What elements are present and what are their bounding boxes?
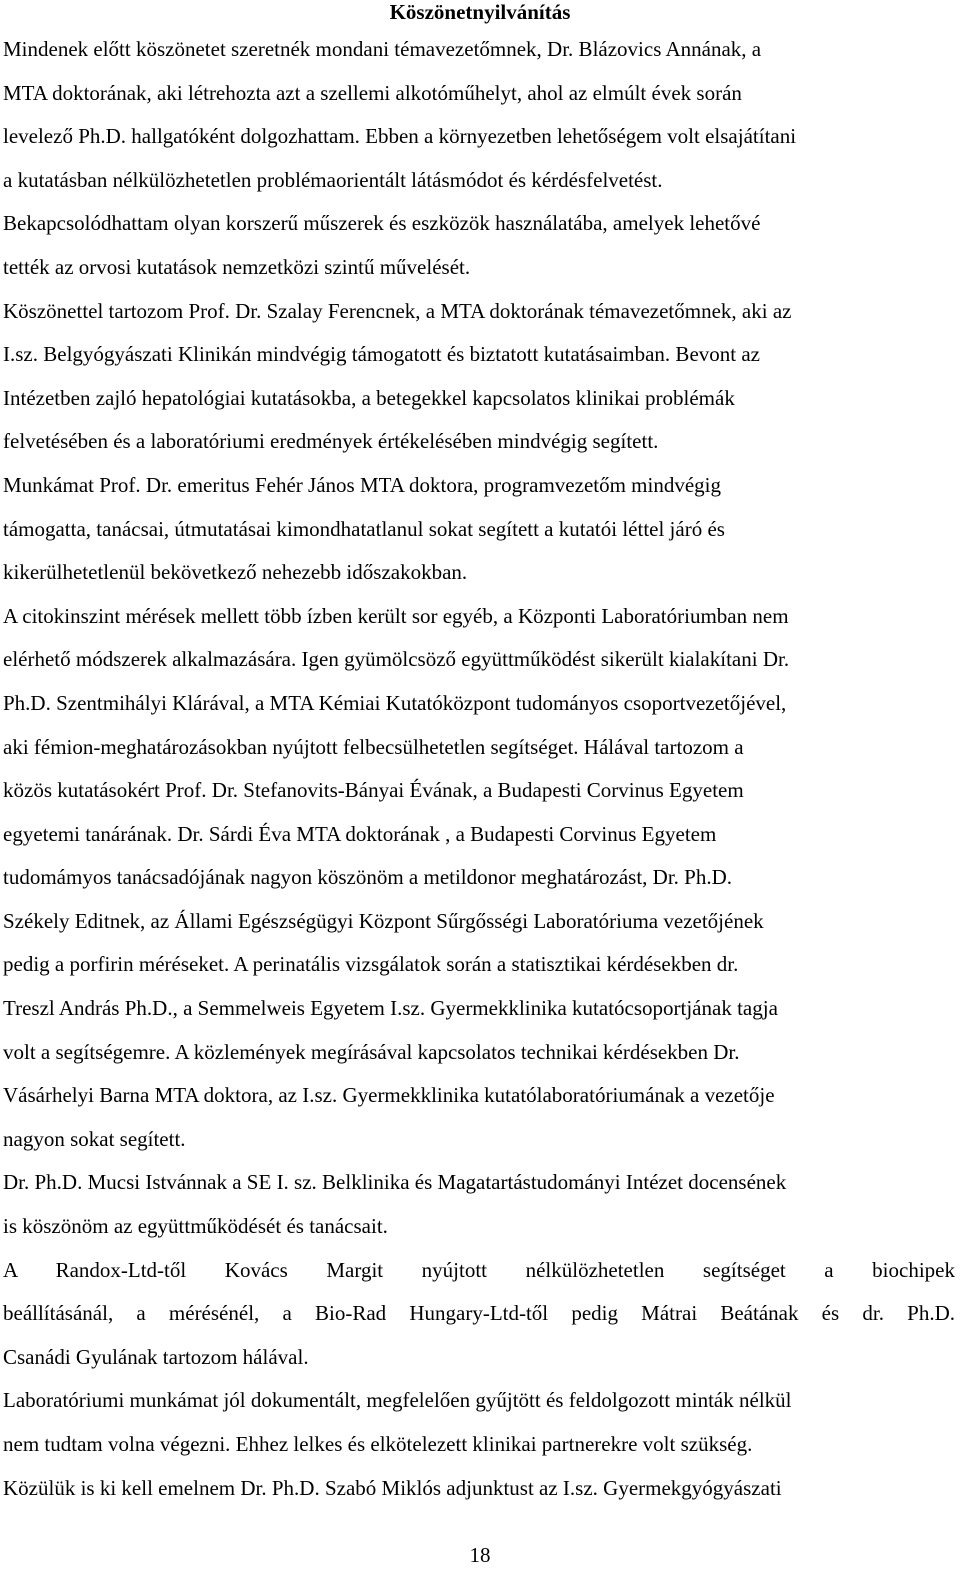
body-text xyxy=(3,28,955,1510)
text-line: Munkámat Prof. Dr. emeritus Fehér János MTA doktora, programvezetőm mindvégig xyxy=(3,472,722,497)
text-line: pedig a porfirin méréseket. A perinatális vizsgálatok során a statisztikai kérdésekben dr. xyxy=(3,952,739,977)
text-line: Vásárhelyi Barna MTA doktora, az I.sz. Gyermekklinika kutatólaboratóriumának a vezetője xyxy=(3,1083,775,1108)
text-line: nem tudtam volna végezni. Ehhez lelkes és elkötelezett klinikai partnerekre volt szükség. xyxy=(3,1432,753,1456)
text-line: Laboratóriumi munkámat jól dokumentált, megfelelően gyűjtött és feldolgozott minták nélkül xyxy=(3,1388,792,1413)
text-line: I.sz. Belgyógyászati Klinikán mindvégig támogatott és biztatott kutatásaimban. Bevont az xyxy=(3,342,760,367)
text-line: Ph.D. Szentmihályi Klárával, a MTA Kémiai Kutatóközpont tudományos csoportvezetőjével, xyxy=(3,690,787,715)
text-line: Treszl András Ph.D., a Semmelweis Egyetem I.sz. Gyermekklinika kutatócsoportjának tagja xyxy=(3,996,778,1021)
text-line: is köszönöm az együttműködését és tanácsait. xyxy=(3,1214,388,1239)
text-line: Dr. Ph.D. Mucsi Istvánnak a SE I. sz. Belklinika és Magatartástudományi Intézet docensének xyxy=(3,1170,787,1195)
text-line: Bekapcsolódhattam olyan korszerű műszerek és eszközök használatába, amelyek lehetővé xyxy=(3,211,761,236)
text-line: MTA doktorának, aki létrehozta azt a szellemi alkotóműhelyt, ahol az elmúlt évek során xyxy=(3,80,742,105)
text-line: beállításánál, a mérésénél, a Bio-Rad Hungary-Ltd-től pedig Mátrai Beátának és dr. Ph.D. xyxy=(3,1301,955,1326)
text-line: Csanádi Gyulának tartozom hálával. xyxy=(3,1344,309,1369)
text-line: Intézetben zajló hepatológiai kutatásokba, a betegekkel kapcsolatos klinikai problémák xyxy=(3,385,735,410)
text-line: tették az orvosi kutatások nemzetközi szintű művelését. xyxy=(3,254,471,279)
text-line: egyetemi tanárának. Dr. Sárdi Éva MTA doktorának , a Budapesti Corvinus Egyetem xyxy=(3,821,717,846)
text-line: támogatta, tanácsai, útmutatásai kimondhatatlanul sokat segített a kutatói léttel járó és xyxy=(3,516,725,541)
text-line: felvetésében és a laboratóriumi eredmények értékelésében mindvégig segített. xyxy=(3,429,659,454)
text-line: tudomámyos tanácsadójának nagyon köszönöm a metildonor meghatározást, Dr. Ph.D. xyxy=(3,865,733,890)
text-line: Köszönettel tartozom Prof. Dr. Szalay Ferencnek, a MTA doktorának témavezetőmnek, aki az xyxy=(3,298,792,323)
text-line: nagyon sokat segített. xyxy=(3,1126,186,1151)
text-line: közös kutatásokért Prof. Dr. Stefanovits-Bányai Évának, a Budapesti Corvinus Egyetem xyxy=(3,778,744,803)
text-line: A Randox-Ltd-től Kovács Margit nyújtott nélkülözhetetlen segítséget a biochipek xyxy=(3,1257,955,1282)
text-line: aki fémion-meghatározásokban nyújtott felbecsülhetetlen segítséget. Hálával tartozom a xyxy=(3,734,744,759)
text-line: levelező Ph.D. hallgatóként dolgozhattam. Ebben a környezetben lehetőségem volt elsajátítani xyxy=(3,124,797,149)
page-title: Köszönetnyilvánítás xyxy=(389,0,571,24)
text-line: volt a segítségemre. A közlemények megírásával kapcsolatos technikai kérdésekben Dr. xyxy=(3,1039,740,1064)
text-line: elérhető módszerek alkalmazására. Igen gyümölcsöző együttműködést sikerült kialakítani Dr. xyxy=(3,647,790,672)
text-line: Székely Editnek, az Állami Egészségügyi Központ Sűrgősségi Laboratóriuma vezetőjének xyxy=(3,908,764,933)
text-line: Közülük is ki kell emelnem Dr. Ph.D. Szabó Miklós adjunktust az I.sz. Gyermekgyógyászati xyxy=(3,1475,782,1500)
text-line: A citokinszint mérések mellett több ízben került sor egyéb, a Központi Laboratóriumban nem xyxy=(3,603,789,628)
page-number: 18 xyxy=(469,1543,491,1567)
text-line: a kutatásban nélkülözhetetlen problémaorientált látásmódot és kérdésfelvetést. xyxy=(3,167,663,192)
text-line: Mindenek előtt köszönetet szeretnék mondani témavezetőmnek, Dr. Blázovics Annának, a xyxy=(3,37,762,61)
text-line: kikerülhetetlenül bekövetkező nehezebb időszakokban. xyxy=(3,560,468,585)
